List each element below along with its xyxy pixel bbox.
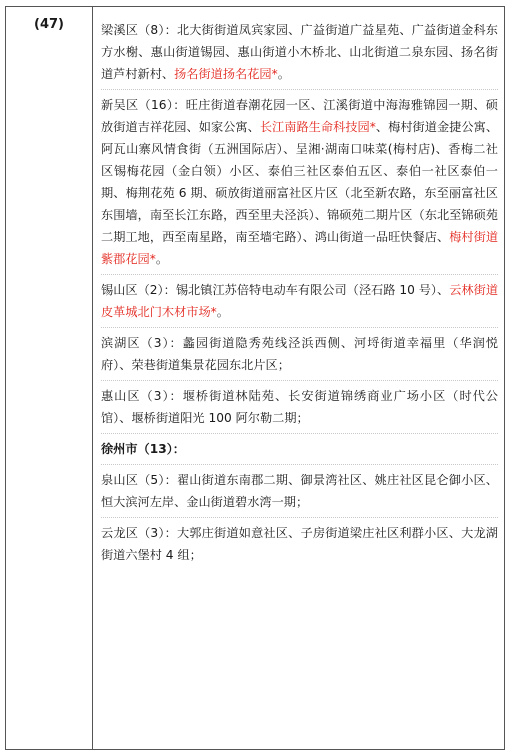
highlight-text: 长江南路生命科技园*	[259, 120, 376, 134]
list-table	[5, 6, 505, 750]
district-tail: 、梅村街道金捷公寓、阿瓦山寨风情食街（五洲国际店）、呈湘·湖南口味菜(梅村店)、香梅二社区锡梅花园（金白领）小区、泰伯三社区泰伯五区、泰伯一社区泰伯一期、梅荆花苑 6 期、硕放街道丽富社区片区（北至新农路，东至丽富社区东围墙，南至长江东路，西至里夫泾浜）、锦硕苑二期片区（东北至锦硕苑二期工地，西至南星路，南至墙宅路）、鸿山街道一品旺快餐店、	[101, 120, 499, 244]
district-tail: 。	[277, 67, 290, 81]
city-heading: 徐州市（13）：	[101, 434, 498, 465]
highlight-text: 梅村街道紫郡花园*	[101, 230, 499, 266]
district-paragraph	[101, 275, 498, 328]
row-content	[93, 7, 504, 749]
district-text: 梁溪区（8）：北大街街道凤宾家园、广益街道广益星苑、广益街道金科东方水榭、惠山街道锡园、惠山街道小木桥北、山北街道二泉东园、扬名街道芦村新村、	[101, 23, 498, 81]
district-tail: 。	[155, 252, 169, 266]
district-paragraph: 泉山区（5）：翟山街道东南郡二期、御景湾社区、姚庄社区昆仑御小区、恒大滨河左岸、金山街道碧水湾一期；	[101, 465, 498, 518]
district-text: 锡山区（2）：锡北镇江苏倍特电动车有限公司（泾石路 10 号）、	[101, 283, 450, 297]
district-paragraph: 云龙区（3）：大郭庄街道如意社区、子房街道梁庄社区利群小区、大龙湖街道六堡村 4 组；	[101, 526, 498, 562]
highlight-text: 云林街道皮革城北门木材市场*	[101, 283, 499, 319]
row-number: (47)	[6, 7, 93, 749]
highlight-text: 扬名街道扬名花园*	[174, 67, 278, 81]
district-tail: 。	[216, 305, 229, 319]
district-paragraph: 滨湖区（3）：蠡园街道隐秀苑线泾浜西侧、河埒街道幸福里（华润悦府）、荣巷街道集景花园东北片区；	[101, 328, 498, 381]
district-paragraph	[101, 15, 498, 90]
district-paragraph: 惠山区（3）：堰桥街道林陆苑、长安街道锦绣商业广场小区（时代公馆）、堰桥街道阳光 100 阿尔勒二期；	[101, 381, 498, 434]
district-paragraph	[101, 90, 498, 275]
district-text: 新吴区（16）：旺庄街道春潮花园一区、江溪街道中海海雅锦园一期、硕放街道吉祥花园、如家公寓、	[101, 98, 498, 134]
